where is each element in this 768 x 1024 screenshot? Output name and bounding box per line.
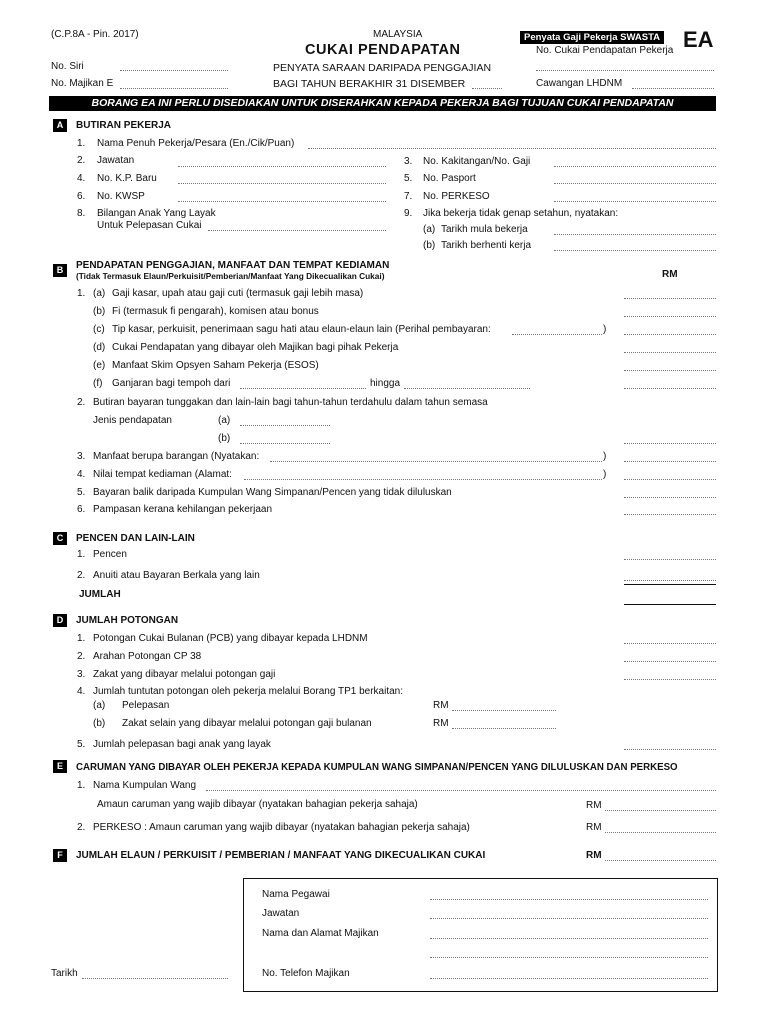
b6-number: 6. [77,504,86,515]
b1b-label: Fi (termasuk fi pengarah), komisen atau bonus [112,306,319,317]
section-e-title: CARUMAN YANG DIBAYAR OLEH PEKERJA KEPADA KUMPULAN WANG SIMPANAN/PENCEN YANG DILULUSKAN DAN PERKESO [76,762,678,773]
form-banner: BORANG EA INI PERLU DISEDIAKAN UNTUK DISERAHKAN KEPADA PEKERJA BAGI TUJUAN CUKAI PENDAPATAN [49,96,716,111]
a9b-number: (b) [423,240,436,251]
b1a-label: Gaji kasar, upah atau gaji cuti (termasuk gaji lebih masa) [112,288,364,299]
b1f-from-field[interactable] [240,388,366,389]
b3-number: 3. [77,451,86,462]
d1-amount-field[interactable] [624,643,716,644]
c-total-rule-top [624,584,716,585]
position-label: Jawatan [262,908,300,919]
b1e-label: Manfaat Skim Opsyen Saham Pekerja (ESOS) [112,360,319,371]
employer-phone-field[interactable] [430,978,708,979]
form-subtitle-2: BAGI TAHUN BERAKHIR 31 DISEMBER [273,78,466,90]
section-f-badge: F [53,849,67,862]
b1f-label: Ganjaran bagi tempoh dari [112,378,231,389]
section-d-badge: D [53,614,67,627]
section-e-badge: E [53,760,67,773]
b4-number: 4. [77,469,86,480]
private-employee-badge: Penyata Gaji Pekerja SWASTA [520,31,664,44]
a8-label-line1: Bilangan Anak Yang Layak [97,208,216,219]
a4-field[interactable] [178,183,386,184]
b1c-number: (c) [93,324,105,335]
d4b-number: (b) [93,718,106,729]
a2-label: Jawatan [97,155,135,166]
employer-no-label: No. Majikan E [51,78,114,89]
serial-no-label: No. Siri [51,61,84,72]
employer-name-address-label: Nama dan Alamat Majikan [262,928,379,939]
d4-number: 4. [77,686,86,697]
a2-number: 2. [77,155,86,166]
section-b-title: PENDAPATAN PENGGAJIAN, MANFAAT DAN TEMPAT KEDIAMAN [76,260,390,271]
section-c-badge: C [53,532,67,545]
section-f-rm-label: RM [586,850,602,861]
c2-label: Anuiti atau Bayaran Berkala yang lain [93,570,260,581]
a1-number: 1. [77,138,86,149]
a9a-field[interactable] [554,234,716,235]
b1d-number: (d) [93,342,106,353]
c2-number: 2. [77,570,86,581]
b3-amount-field[interactable] [624,461,716,462]
e1-fund-name-field[interactable] [206,790,716,791]
b5-label: Bayaran balik daripada Kumpulan Wang Simpanan/Pencen yang tidak diluluskan [93,487,452,498]
a7-field[interactable] [554,201,716,202]
b3-close-paren: ) [603,451,607,462]
b6-label: Pampasan kerana kehilangan pekerjaan [93,504,273,515]
c1-number: 1. [77,549,86,560]
b1b-amount-field[interactable] [624,316,716,317]
b3-label: Manfaat berupa barangan (Nyatakan: [93,451,260,462]
a4-label: No. K.P. Baru [97,173,157,184]
b1c-description-field[interactable] [512,334,602,335]
section-d-title: JUMLAH POTONGAN [76,615,179,626]
a8-label-line2: Untuk Pelepasan Cukai [97,220,202,231]
d1-number: 1. [77,633,86,644]
d4a-rm-label: RM [433,700,449,711]
b2-income-type-label: Jenis pendapatan [93,415,172,426]
b1f-amount-field[interactable] [624,388,716,389]
officer-name-field[interactable] [430,899,708,900]
d4a-number: (a) [93,700,106,711]
a3-number: 3. [404,156,413,167]
b2-number: 2. [77,397,86,408]
c-total-label: JUMLAH [79,589,121,600]
e1-label: Nama Kumpulan Wang [93,780,197,791]
a9-label: Jika bekerja tidak genap setahun, nyatakan: [423,208,619,219]
b2a-number: (a) [218,415,231,426]
b1a-number: (a) [93,288,106,299]
a6-label: No. KWSP [97,191,145,202]
a9b-field[interactable] [554,250,716,251]
form-subtitle-1: PENYATA SARAAN DARIPADA PENGGAJIAN [273,62,492,74]
position-field[interactable] [430,918,708,919]
d1-label: Potongan Cukai Bulanan (PCB) yang dibayar kepada LHDNM [93,633,368,644]
d3-label: Zakat yang dibayar melalui potongan gaji [93,669,276,680]
b4-address-field[interactable] [244,479,602,480]
a5-field[interactable] [554,183,716,184]
e1-amount-field[interactable] [605,810,716,811]
form-title: CUKAI PENDAPATAN [305,42,461,58]
e2-label: PERKESO : Amaun caruman yang wajib dibayar (nyatakan bahagian pekerja sahaja) [93,822,470,833]
b1d-amount-field[interactable] [624,352,716,353]
d5-number: 5. [77,739,86,750]
b1c-label: Tip kasar, perkuisit, penerimaan sagu hati atau elaun-elaun lain (Perihal pembayaran: [112,324,491,335]
b1e-number: (e) [93,360,106,371]
a1-label: Nama Penuh Pekerja/Pesara (En./Cik/Puan) [97,138,295,149]
c-total-field[interactable] [624,604,716,605]
b1-number: 1. [77,288,86,299]
a4-number: 4. [77,173,86,184]
a5-number: 5. [404,173,413,184]
a7-label: No. PERKESO [423,191,490,202]
date-field[interactable] [82,978,228,979]
d4b-amount-field[interactable] [452,728,556,729]
employer-name-address-field-2[interactable] [430,957,708,958]
branch-field[interactable] [632,88,714,89]
a1-field[interactable] [308,148,716,149]
section-b-currency: RM [662,269,678,280]
b3-description-field[interactable] [270,461,602,462]
officer-name-label: Nama Pegawai [262,889,330,900]
e2-rm-label: RM [586,822,602,833]
employee-tax-no-field[interactable] [536,70,714,71]
section-f-amount-field[interactable] [605,860,716,861]
section-b-badge: B [53,264,67,277]
d2-label: Arahan Potongan CP 38 [93,651,202,662]
d4a-amount-field[interactable] [452,710,556,711]
year-field[interactable] [472,88,502,89]
b5-number: 5. [77,487,86,498]
b2b-field[interactable] [240,443,330,444]
e1-contribution-label: Amaun caruman yang wajib dibayar (nyatakan bahagian pekerja sahaja) [97,799,418,810]
a9b-label: Tarikh berhenti kerja [441,240,532,251]
a7-number: 7. [404,191,413,202]
b2-amount-field[interactable] [624,443,716,444]
country-label: MALAYSIA [373,29,423,40]
b4-label: Nilai tempat kediaman (Alamat: [93,469,232,480]
d4b-rm-label: RM [433,718,449,729]
employer-phone-label: No. Telefon Majikan [262,968,350,979]
b1b-number: (b) [93,306,106,317]
a9a-number: (a) [423,224,436,235]
d3-number: 3. [77,669,86,680]
b1c-amount-field[interactable] [624,334,716,335]
b2b-number: (b) [218,433,231,444]
a3-label: No. Kakitangan/No. Gaji [423,156,531,167]
e2-number: 2. [77,822,86,833]
serial-no-field[interactable] [120,70,228,71]
a8-field[interactable] [208,230,386,231]
e2-amount-field[interactable] [605,832,716,833]
employer-name-address-field-1[interactable] [430,938,708,939]
d4-label: Jumlah tuntutan potongan oleh pekerja melalui Borang TP1 berkaitan: [93,686,404,697]
b2a-field[interactable] [240,425,330,426]
d2-number: 2. [77,651,86,662]
d4b-label: Zakat selain yang dibayar melalui potongan gaji bulanan [122,718,372,729]
form-code: (C.P.8A - Pin. 2017) [51,29,139,40]
e1-number: 1. [77,780,86,791]
section-c-title: PENCEN DAN LAIN-LAIN [76,533,195,544]
a6-number: 6. [77,191,86,202]
d5-amount-field[interactable] [624,749,716,750]
b1f-to-label: hingga [370,378,401,389]
b5-amount-field[interactable] [624,497,716,498]
date-label: Tarikh [51,968,78,979]
b4-amount-field[interactable] [624,479,716,480]
b1d-label: Cukai Pendapatan yang dibayar oleh Majikan bagi pihak Pekerja [112,342,399,353]
b1f-number: (f) [93,378,103,389]
form-id: EA [683,27,714,52]
branch-label: Cawangan LHDNM [536,78,623,89]
d3-amount-field[interactable] [624,679,716,680]
b4-close-paren: ) [603,469,607,480]
b1e-amount-field[interactable] [624,370,716,371]
c2-amount-field[interactable] [624,580,716,581]
a2-field[interactable] [178,166,386,167]
b2-label: Butiran bayaran tunggakan dan lain-lain bagi tahun-tahun terdahulu dalam tahun semasa [93,397,488,408]
d4a-label: Pelepasan [122,700,170,711]
b1c-close-paren: ) [603,324,607,335]
section-a-badge: A [53,119,67,132]
employer-no-field[interactable] [120,88,228,89]
a5-label: No. Pasport [423,173,476,184]
b6-amount-field[interactable] [624,514,716,515]
c1-amount-field[interactable] [624,559,716,560]
e1-rm-label: RM [586,800,602,811]
d5-label: Jumlah pelepasan bagi anak yang layak [93,739,271,750]
section-f-title: JUMLAH ELAUN / PERKUISIT / PEMBERIAN / MANFAAT YANG DIKECUALIKAN CUKAI [76,850,486,861]
section-a-title: BUTIRAN PEKERJA [76,120,172,131]
a3-field[interactable] [554,166,716,167]
a9a-label: Tarikh mula bekerja [441,224,528,235]
d2-amount-field[interactable] [624,661,716,662]
a9-number: 9. [404,208,413,219]
a6-field[interactable] [178,201,386,202]
a8-number: 8. [77,208,86,219]
b1a-amount-field[interactable] [624,298,716,299]
b1f-to-field[interactable] [404,388,530,389]
employee-tax-no-label: No. Cukai Pendapatan Pekerja [536,45,674,56]
c1-label: Pencen [93,549,127,560]
section-b-subtitle: (Tidak Termasuk Elaun/Perkuisit/Pemberian/Manfaat Yang Dikecualikan Cukai) [76,271,385,281]
